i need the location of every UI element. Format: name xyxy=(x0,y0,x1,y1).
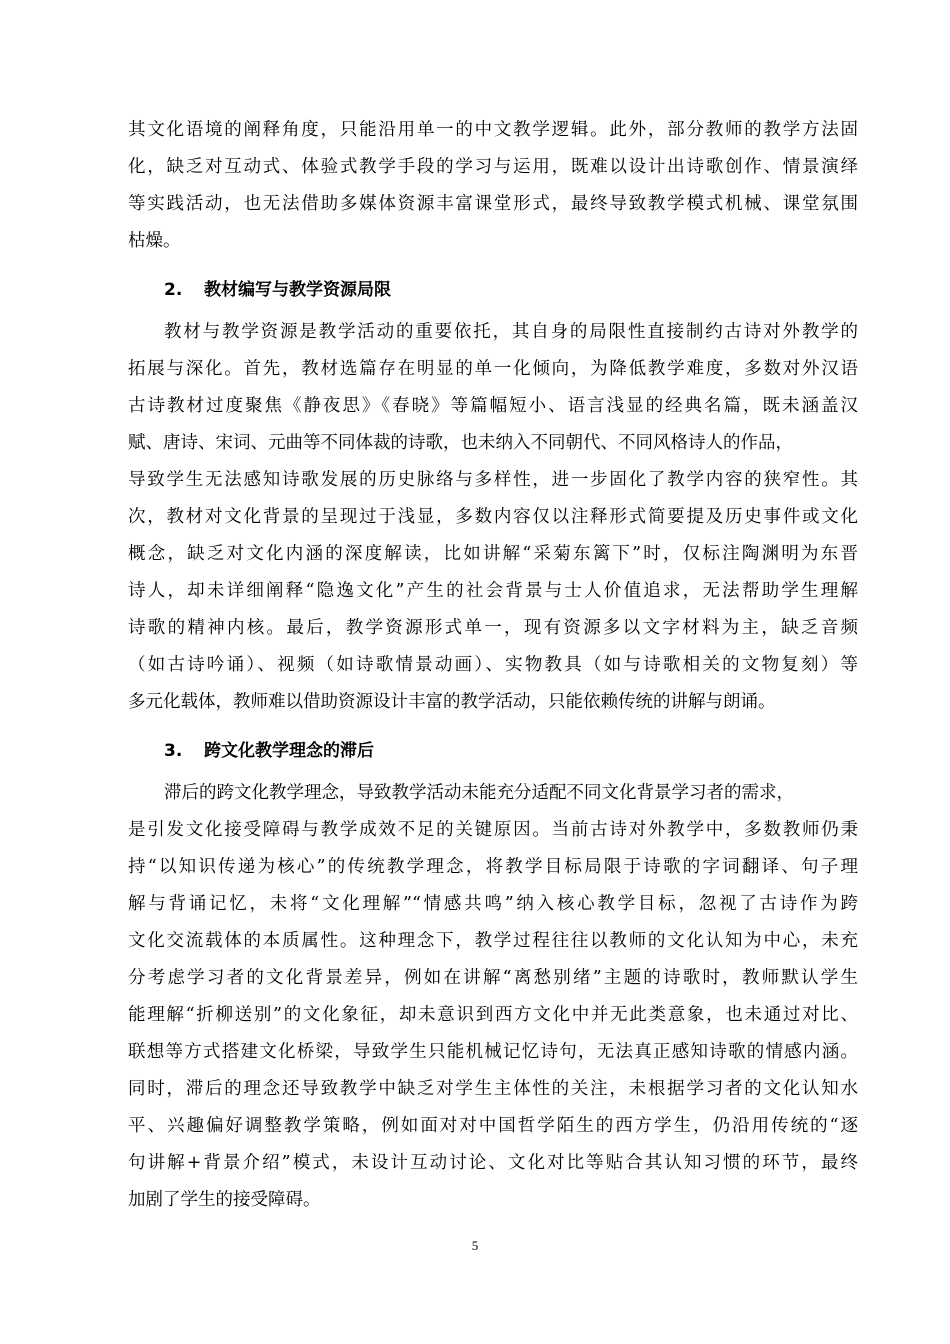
text-line: 等实践活动，也无法借助多媒体资源丰富课堂形式，最终导致教学模式机械、课堂氛围 xyxy=(128,194,858,214)
text-line: 拓展与深化。首先，教材选篇存在明显的单一化倾向，为降低教学难度，多数对外汉语 xyxy=(128,359,858,379)
text-line: 其文化语境的阐释角度，只能沿用单一的中文教学逻辑。此外，部分教师的教学方法固 xyxy=(128,120,858,140)
section-title: 跨文化教学理念的滞后 xyxy=(204,741,374,761)
text-line: 能理解“折柳送别”的文化象征，却未意识到西方文化中并无此类意象，也未通过对比、 xyxy=(128,1005,858,1025)
section-number: 2. xyxy=(164,280,183,300)
text-line: 诗人，却未详细阐释“隐逸文化”产生的社会背景与士人价值追求，无法帮助学生理解 xyxy=(128,581,858,601)
section-heading-3 xyxy=(128,733,858,770)
text-line: 是引发文化接受障碍与教学成效不足的关键原因。当前古诗对外教学中，多数教师仍秉 xyxy=(128,820,858,840)
text-line: 古诗教材过度聚焦《静夜思》《春晓》等篇幅短小、语言浅显的经典名篇，既未涵盖汉 xyxy=(128,396,858,416)
document-page xyxy=(128,112,858,1219)
section-heading-2 xyxy=(128,272,858,309)
section-title: 教材编写与教学资源局限 xyxy=(204,280,391,300)
text-line: 多元化载体，教师难以借助资源设计丰富的教学活动，只能依赖传统的讲解与朗诵。 xyxy=(128,692,776,712)
section-2-paragraph xyxy=(128,314,858,721)
text-line: 导致学生无法感知诗歌发展的历史脉络与多样性，进一步固化了教学内容的狭窄性。其 xyxy=(128,470,858,490)
text-line: （如古诗吟诵）、视频（如诗歌情景动画）、实物教具（如与诗歌相关的文物复刻）等 xyxy=(128,655,858,675)
text-line: 分考虑学习者的文化背景差异，例如在讲解“离愁别绪”主题的诗歌时，教师默认学生 xyxy=(128,968,858,988)
text-line: 句讲解+背景介绍”模式，未设计互动讨论、文化对比等贴合其认知习惯的环节，最终 xyxy=(128,1153,858,1173)
paragraph-continued xyxy=(128,112,858,260)
text-line: 同时，滞后的理念还导致教学中缺乏对学生主体性的关注，未根据学习者的文化认知水 xyxy=(128,1079,858,1099)
text-line: 联想等方式搭建文化桥梁，导致学生只能机械记忆诗句，无法真正感知诗歌的情感内涵。 xyxy=(128,1042,858,1062)
section-number: 3. xyxy=(164,741,183,761)
text-line: 教材与教学资源是教学活动的重要依托，其自身的局限性直接制约古诗对外教学的 xyxy=(164,322,858,342)
text-line: 滞后的跨文化教学理念，导致教学活动未能充分适配不同文化背景学习者的需求， xyxy=(164,783,794,803)
section-3-paragraph xyxy=(128,775,858,1219)
text-line: 解与背诵记忆，未将“文化理解”“情感共鸣”纳入核心教学目标，忽视了古诗作为跨 xyxy=(128,894,858,914)
text-line: 平、兴趣偏好调整教学策略，例如面对对中国哲学陌生的西方学生，仍沿用传统的“逐 xyxy=(128,1116,858,1136)
text-line: 枯燥。 xyxy=(128,231,181,251)
text-line: 持“以知识传递为核心”的传统教学理念，将教学目标局限于诗歌的字词翻译、句子理 xyxy=(128,857,858,877)
text-line: 概念，缺乏对文化内涵的深度解读，比如讲解“采菊东篱下”时，仅标注陶渊明为东晋 xyxy=(128,544,858,564)
page-number: 5 xyxy=(471,1238,479,1253)
text-line: 文化交流载体的本质属性。这种理念下，教学过程往往以教师的文化认知为中心，未充 xyxy=(128,931,858,951)
text-line: 次，教材对文化背景的呈现过于浅显，多数内容仅以注释形式简要提及历史事件或文化 xyxy=(128,507,858,527)
text-line: 化，缺乏对互动式、体验式教学手段的学习与运用，既难以设计出诗歌创作、情景演绎 xyxy=(128,157,858,177)
text-line: 加剧了学生的接受障碍。 xyxy=(128,1190,321,1210)
text-line: 诗歌的精神内核。最后，教学资源形式单一，现有资源多以文字材料为主，缺乏音频 xyxy=(128,618,858,638)
text-line: 赋、唐诗、宋词、元曲等不同体裁的诗歌，也未纳入不同朝代、不同风格诗人的作品， xyxy=(128,433,793,453)
